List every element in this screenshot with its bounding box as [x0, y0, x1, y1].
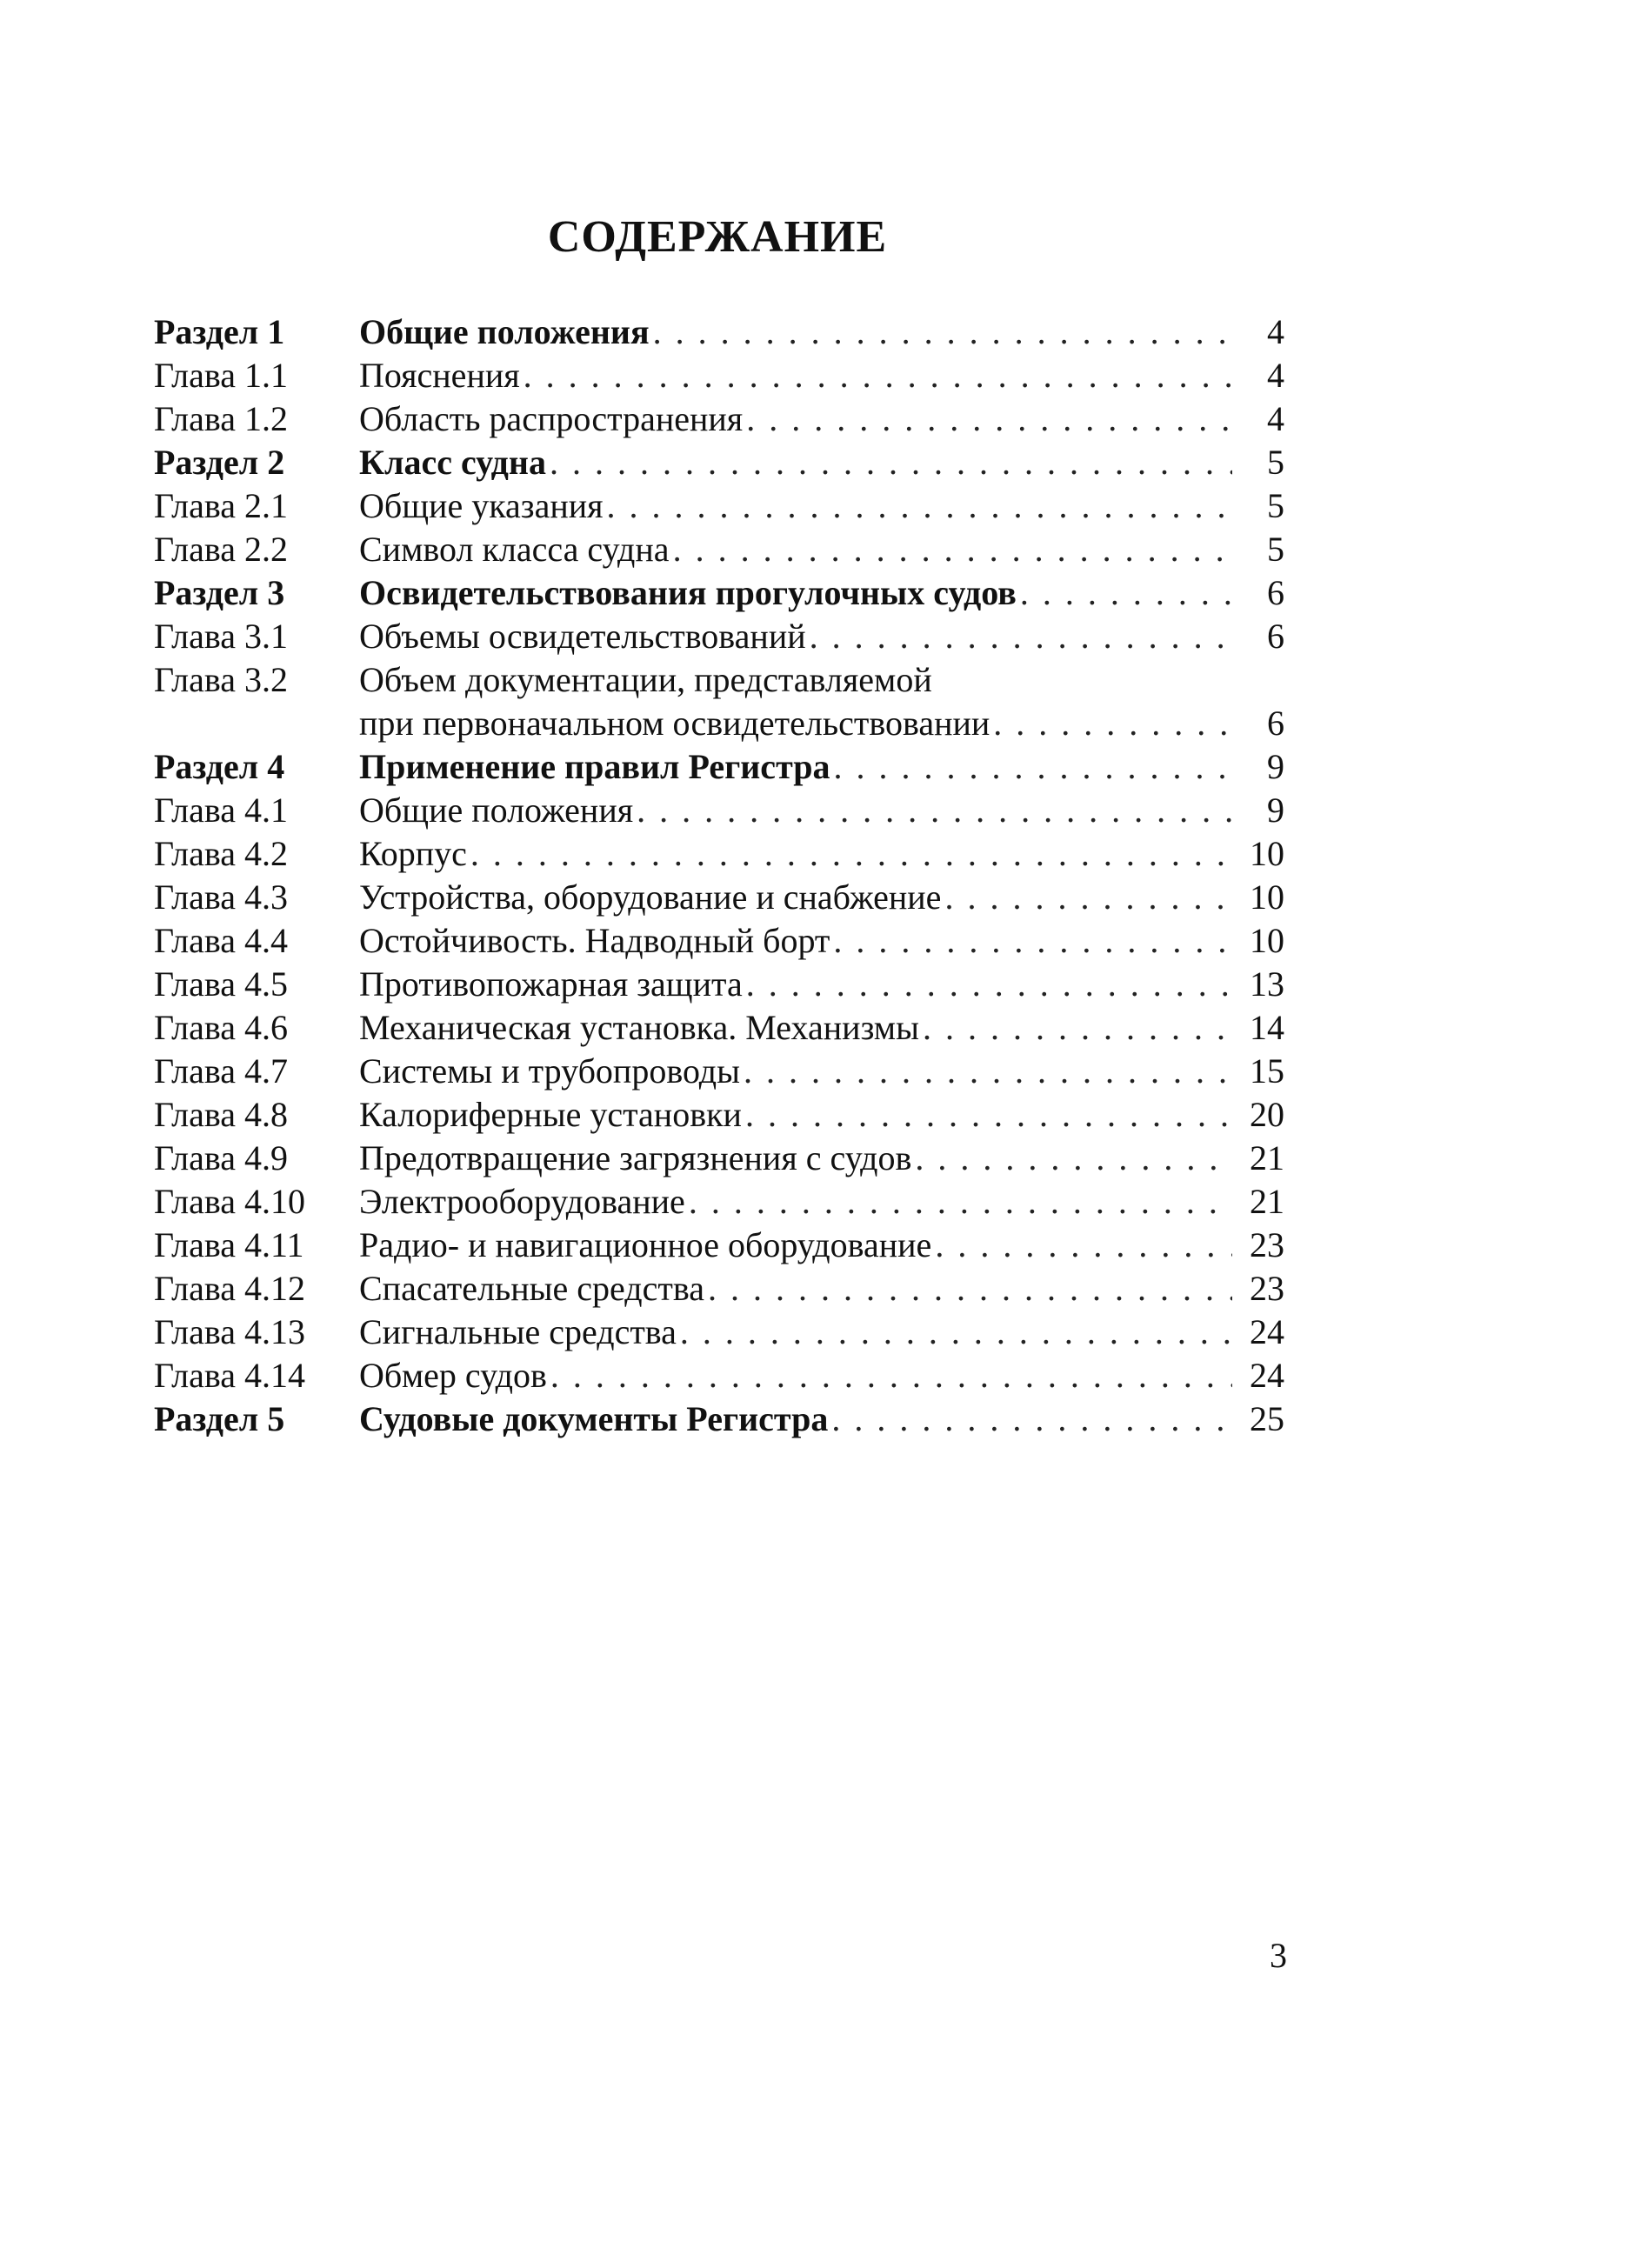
toc-dot-leader	[547, 1354, 1232, 1397]
toc-entry-title-cell	[359, 745, 1232, 789]
toc-entry-label: Раздел 1	[154, 312, 285, 351]
toc-entry-title: Устройства, оборудование и снабжение	[359, 877, 942, 917]
toc-dot-leader	[830, 745, 1232, 789]
toc-dot-leader	[828, 1397, 1232, 1441]
toc-dot-leader	[740, 1050, 1232, 1093]
toc-entry	[154, 702, 1284, 745]
toc-entry-title-cell	[359, 441, 1232, 484]
toc-entry-title-cell	[359, 876, 1232, 919]
toc-entry-title: Объемы освидетельствований	[359, 617, 806, 656]
toc-entry-label: Раздел 2	[154, 443, 285, 482]
toc-dot-leader	[670, 528, 1232, 571]
toc-entry-page: 5	[1267, 486, 1284, 525]
toc-dot-leader	[990, 702, 1232, 745]
toc-entry-label: Раздел 4	[154, 747, 285, 786]
toc-entry-title: Освидетельствования прогулочных судов	[359, 573, 1017, 612]
toc-entry-title-cell	[359, 310, 1232, 354]
toc-entry-page: 23	[1250, 1225, 1284, 1264]
toc-entry-title: Общие положения	[359, 312, 650, 351]
toc-entry-title: Калориферные установки	[359, 1095, 742, 1134]
toc-entry-page: 23	[1250, 1269, 1284, 1308]
toc-entry	[154, 571, 1284, 615]
toc-dot-leader	[941, 876, 1232, 919]
toc-entry-label: Глава 2.2	[154, 530, 288, 569]
toc-entry-title-cell	[359, 963, 1232, 1006]
toc-entry-title-cell	[359, 1267, 1232, 1311]
toc-entry	[154, 1354, 1284, 1397]
toc-entry-title: Область распространения	[359, 399, 744, 438]
toc-dot-leader	[919, 1006, 1232, 1050]
toc-entry-title: Предотвращение загрязнения с судов	[359, 1138, 912, 1177]
toc-dot-leader	[1017, 571, 1232, 615]
toc-entry-title-cell	[359, 528, 1232, 571]
toc-dot-leader	[911, 1137, 1232, 1180]
toc-entry-title-cell	[359, 354, 1232, 397]
toc-entry-title-cell	[359, 1137, 1232, 1180]
toc-entry-title: Обмер судов	[359, 1356, 547, 1395]
toc-entry	[154, 876, 1284, 919]
toc-entry-label: Глава 4.12	[154, 1269, 305, 1308]
toc-entry-page: 6	[1267, 573, 1284, 612]
toc-entry-title: Объем документации, представляемой	[359, 660, 932, 699]
toc-entry	[154, 310, 1284, 354]
toc-dot-leader	[830, 919, 1232, 963]
toc-entry-title: Противопожарная защита	[359, 964, 743, 1004]
toc-entry-title: Корпус	[359, 834, 467, 873]
toc-entry-label: Глава 4.7	[154, 1051, 288, 1091]
toc-dot-leader	[931, 1224, 1232, 1267]
toc-entry	[154, 789, 1284, 832]
toc-entry-label: Глава 4.5	[154, 964, 288, 1004]
toc-entry-title: Механическая установка. Механизмы	[359, 1008, 919, 1047]
toc-entry-label: Глава 4.13	[154, 1312, 305, 1351]
toc-entry-label: Глава 4.8	[154, 1095, 288, 1134]
toc-entry-page: 9	[1267, 790, 1284, 830]
toc-entry-page: 14	[1250, 1008, 1284, 1047]
toc-entry-label: Глава 4.9	[154, 1138, 288, 1177]
toc-entry-label: Раздел 3	[154, 573, 285, 612]
toc-entry	[154, 1093, 1284, 1137]
toc-entry-label: Глава 1.2	[154, 399, 288, 438]
toc-entry-label: Глава 2.1	[154, 486, 288, 525]
toc-entry-title: Судовые документы Регистра	[359, 1399, 829, 1438]
toc-dot-leader	[650, 310, 1232, 354]
toc-entry-page: 6	[1267, 704, 1284, 743]
toc-entry-label: Глава 4.4	[154, 921, 288, 960]
toc-entry-title-cell	[359, 1180, 1232, 1224]
toc-entry-label: Глава 4.6	[154, 1008, 288, 1047]
toc-entry-title-cell	[359, 1354, 1232, 1397]
toc-entry-title: Пояснения	[359, 356, 520, 395]
toc-entry-title-cell	[359, 1311, 1232, 1354]
toc-entry-page: 13	[1250, 964, 1284, 1004]
toc-entry	[154, 1137, 1284, 1180]
toc-entry	[154, 528, 1284, 571]
toc-entry-page: 24	[1250, 1356, 1284, 1395]
toc-entry	[154, 1180, 1284, 1224]
toc-entry-title: Сигнальные средства	[359, 1312, 677, 1351]
toc-entry-title-cell	[359, 702, 1232, 745]
toc-entry	[154, 1050, 1284, 1093]
toc-entry	[154, 354, 1284, 397]
toc-dot-leader	[604, 484, 1232, 528]
toc-dot-leader	[806, 615, 1232, 658]
toc-entry-label: Глава 3.2	[154, 660, 288, 699]
toc-entry	[154, 1311, 1284, 1354]
toc-entry-title-cell	[359, 1397, 1232, 1441]
toc-entry	[154, 1267, 1284, 1311]
toc-dot-leader	[704, 1267, 1232, 1311]
toc-entry-page: 4	[1267, 312, 1284, 351]
toc-entry-page: 21	[1250, 1182, 1284, 1221]
toc-entry	[154, 397, 1284, 441]
toc-entry-page: 20	[1250, 1095, 1284, 1134]
toc-entry	[154, 615, 1284, 658]
toc-entry-title-cell	[359, 615, 1232, 658]
toc-entry-label: Глава 4.10	[154, 1182, 305, 1221]
toc-entry-title: Радио- и навигационное оборудование	[359, 1225, 932, 1264]
toc-entry-title-cell	[359, 1050, 1232, 1093]
toc-entry-title-cell	[359, 919, 1232, 963]
toc-entry-title-cell	[359, 789, 1232, 832]
toc-entry	[154, 658, 1284, 702]
toc-entry	[154, 1006, 1284, 1050]
toc-entry-title-cell	[359, 832, 1232, 876]
toc-entry	[154, 441, 1284, 484]
toc-entry-page: 4	[1267, 399, 1284, 438]
toc-entry	[154, 963, 1284, 1006]
toc-entry-title: Электрооборудование	[359, 1182, 685, 1221]
toc-dot-leader	[677, 1311, 1232, 1354]
toc-dot-leader	[743, 397, 1232, 441]
toc-entry	[154, 919, 1284, 963]
toc-dot-leader	[742, 1093, 1232, 1137]
toc-entry	[154, 745, 1284, 789]
toc-entry-title: при первоначальном освидетельствовании	[359, 704, 990, 743]
toc-dot-leader	[467, 832, 1232, 876]
toc-entry	[154, 1397, 1284, 1441]
toc-entry-label: Глава 4.14	[154, 1356, 305, 1395]
toc-entry-title: Общие указания	[359, 486, 604, 525]
toc-entry-page: 10	[1250, 877, 1284, 917]
toc-entry-page: 5	[1267, 530, 1284, 569]
toc-entry-page: 24	[1250, 1312, 1284, 1351]
toc-entry-title: Общие положения	[359, 790, 634, 830]
toc-entry-title-cell	[359, 1006, 1232, 1050]
toc-entry-page: 10	[1250, 921, 1284, 960]
toc-entry-label: Глава 4.2	[154, 834, 288, 873]
toc-entry-label: Глава 1.1	[154, 356, 288, 395]
toc-entry-title-cell	[359, 1093, 1232, 1137]
toc-entry-label: Глава 3.1	[154, 617, 288, 656]
toc-entry-page: 4	[1267, 356, 1284, 395]
toc-entry-title: Остойчивость. Надводный борт	[359, 921, 830, 960]
toc-entry	[154, 1224, 1284, 1267]
toc-entry-title-cell	[359, 397, 1232, 441]
toc-entry-title: Символ класса судна	[359, 530, 670, 569]
toc-entry-title: Системы и трубопроводы	[359, 1051, 741, 1091]
toc-entry-title-cell	[359, 571, 1232, 615]
toc-entry-page: 9	[1267, 747, 1284, 786]
toc-entry-label: Глава 4.11	[154, 1225, 304, 1264]
toc-dot-leader	[520, 354, 1232, 397]
table-of-contents	[154, 310, 1284, 1441]
toc-dot-leader	[546, 441, 1232, 484]
toc-dot-leader	[685, 1180, 1232, 1224]
toc-dot-leader	[743, 963, 1232, 1006]
toc-entry-page: 21	[1250, 1138, 1284, 1177]
toc-heading: СОДЕРЖАНИЕ	[547, 212, 888, 262]
toc-entry-page: 25	[1250, 1399, 1284, 1438]
toc-dot-leader	[633, 789, 1232, 832]
toc-entry-label: Раздел 5	[154, 1399, 285, 1438]
toc-entry-label: Глава 4.1	[154, 790, 288, 830]
toc-entry-title: Применение правил Регистра	[359, 747, 830, 786]
toc-entry-title: Класс судна	[359, 443, 546, 482]
toc-entry	[154, 832, 1284, 876]
page-number: 3	[1270, 1936, 1287, 1975]
toc-entry-page: 6	[1267, 617, 1284, 656]
toc-entry-title-cell	[359, 658, 1232, 702]
toc-entry	[154, 484, 1284, 528]
toc-entry-title: Спасательные средства	[359, 1269, 704, 1308]
toc-entry-page: 5	[1267, 443, 1284, 482]
toc-entry-title-cell	[359, 484, 1232, 528]
toc-entry-label: Глава 4.3	[154, 877, 288, 917]
toc-entry-page: 10	[1250, 834, 1284, 873]
toc-entry-title-cell	[359, 1224, 1232, 1267]
toc-entry-page: 15	[1250, 1051, 1284, 1091]
